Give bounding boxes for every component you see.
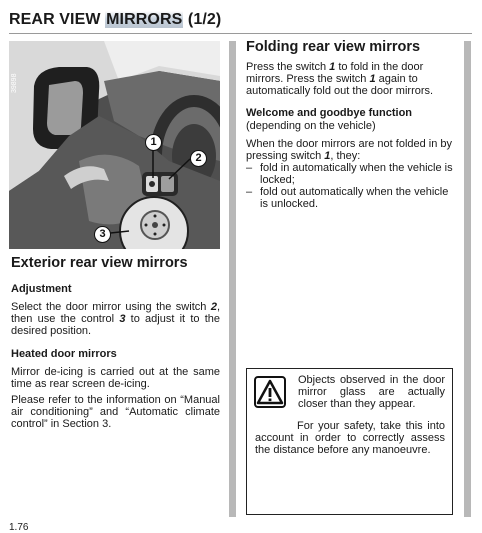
column-divider-right [464,41,471,517]
folding-text-a: Press the switch [246,61,330,73]
door-panel-illustration [9,41,220,249]
left-column [9,41,220,430]
control-ref-3: 3 [119,313,126,325]
warning-box [246,368,453,515]
door-mirror-controls-photo [9,41,220,249]
folding-text-b: to fold in the door mirrors. Press the switch [246,61,424,85]
page-number: 1.76 [9,522,29,533]
folding-text-c: again to automatically fold out the door mirrors. [246,73,434,97]
switch-ref-1b: 1 [369,73,376,85]
welcome-goodbye-list [246,162,455,210]
title-highlight: MIRRORS [106,11,183,28]
heated-mirrors-heading: Heated door mirrors [11,348,117,360]
heated-mirrors-text-1: Mirror de-icing is carried out at the same time as rear screen de-icing. [11,366,220,390]
image-reference-code: 39898 [11,73,18,93]
warning-text-1: Objects observed in the door mirror glass are actually closer than they appear. [298,374,445,410]
adjustment-text [11,301,220,337]
welcome-text-b: , they: [330,150,361,162]
page-title [9,11,221,29]
callout-2: 2 [190,150,207,167]
callout-3: 3 [94,226,111,243]
title-part1: REAR VIEW [9,11,106,28]
warning-text-2: For your safety, take this into account in order to correctly assess the distance before any manoeuvre. [255,420,445,456]
switch-ref-2: 2 [210,301,217,313]
right-column [246,38,455,210]
welcome-goodbye-text [246,138,455,162]
adjustment-heading: Adjustment [11,283,72,295]
warning-triangle-icon [254,376,286,408]
heated-mirrors-text-2: Please refer to the information on “Manual air conditioning” and “Automatic climate control” in Section 3. [11,394,220,430]
adjustment-text-c: to adjust it to the desired position. [11,313,220,337]
page-header [0,0,482,40]
adjustment-text-a: Select the door mirror using the switch [11,301,211,313]
list-item: – fold in automatically when the vehicle is locked; [246,162,455,186]
welcome-goodbye-subtitle: (depending on the vehicle) [246,120,376,132]
folding-mirrors-heading: Folding rear view mirrors [246,39,421,55]
adjustment-text-b: , then use the control [11,301,220,325]
column-divider-left [229,41,236,517]
switch-ref-1a: 1 [329,61,336,73]
list-item: – fold out automatically when the vehicle is unlocked. [246,186,455,210]
callout-1: 1 [145,134,162,151]
folding-text [246,61,455,97]
welcome-goodbye-heading: Welcome and goodbye function [246,107,413,119]
exterior-mirrors-heading: Exterior rear view mirrors [11,255,188,271]
welcome-text-a: When the door mirrors are not folded in by pressing switch [246,138,453,162]
header-rule [9,33,472,34]
title-part2: (1/2) [183,11,222,28]
switch-ref-1c: 1 [324,150,331,162]
